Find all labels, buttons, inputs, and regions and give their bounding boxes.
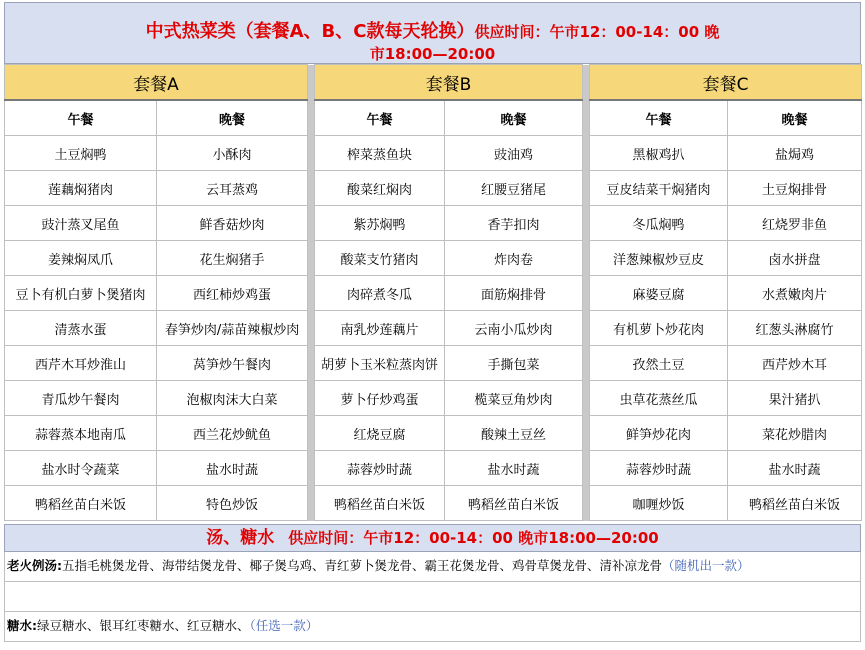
column-gap bbox=[308, 416, 315, 451]
dish-cell-lunch: 虫草花蒸丝瓜 bbox=[590, 381, 728, 416]
dish-cell-lunch: 胡萝卜玉米粒蒸肉饼 bbox=[315, 346, 445, 381]
dish-cell-lunch: 西芹木耳炒淮山 bbox=[5, 346, 157, 381]
dish-cell-dinner: 小酥肉 bbox=[157, 136, 308, 171]
table-row bbox=[5, 206, 862, 241]
dish-cell-dinner: 炸肉卷 bbox=[445, 241, 583, 276]
column-gap bbox=[583, 311, 590, 346]
dish-cell-lunch: 南乳炒莲藕片 bbox=[315, 311, 445, 346]
table-row bbox=[5, 381, 862, 416]
soup-note: （随机出一款） bbox=[662, 558, 750, 573]
column-gap bbox=[583, 486, 590, 521]
page-title: 中式热菜类（套餐A、B、C款每天轮换） bbox=[145, 21, 475, 42]
soup-line bbox=[4, 552, 861, 582]
set-c-header: 套餐C bbox=[590, 65, 862, 101]
dish-cell-dinner: 豉油鸡 bbox=[445, 136, 583, 171]
dish-cell-lunch: 清蒸水蛋 bbox=[5, 311, 157, 346]
column-gap bbox=[583, 416, 590, 451]
sugar-label: 糖水: bbox=[7, 618, 37, 633]
column-gap bbox=[308, 136, 315, 171]
set-a-dinner-header: 晚餐 bbox=[157, 100, 308, 136]
dish-cell-lunch: 豆卜有机白萝卜煲猪肉 bbox=[5, 276, 157, 311]
blank-row bbox=[4, 582, 861, 612]
dish-cell-dinner: 盐水时蔬 bbox=[157, 451, 308, 486]
column-gap bbox=[583, 206, 590, 241]
meal-header-row bbox=[5, 100, 862, 136]
sugar-line bbox=[4, 612, 861, 642]
column-gap bbox=[308, 486, 315, 521]
set-c-lunch-header: 午餐 bbox=[590, 100, 728, 136]
column-gap bbox=[308, 241, 315, 276]
column-gap bbox=[308, 381, 315, 416]
dish-cell-lunch: 青瓜炒午餐肉 bbox=[5, 381, 157, 416]
column-gap bbox=[583, 381, 590, 416]
table-row bbox=[5, 416, 862, 451]
dish-cell-dinner: 西红柿炒鸡蛋 bbox=[157, 276, 308, 311]
dish-cell-dinner: 红腰豆猪尾 bbox=[445, 171, 583, 206]
set-menu-table bbox=[4, 64, 862, 521]
dish-cell-dinner: 盐水时蔬 bbox=[445, 451, 583, 486]
column-gap bbox=[583, 171, 590, 206]
table-row bbox=[5, 451, 862, 486]
dish-cell-dinner: 云南小瓜炒肉 bbox=[445, 311, 583, 346]
dish-cell-lunch: 肉碎煮冬瓜 bbox=[315, 276, 445, 311]
soup-title-band bbox=[4, 524, 861, 552]
column-gap bbox=[308, 346, 315, 381]
column-gap bbox=[583, 241, 590, 276]
soup-label: 老火例汤: bbox=[7, 558, 62, 573]
soup-section-title: 汤、糖水 bbox=[206, 528, 275, 548]
dish-cell-lunch: 榨菜蒸鱼块 bbox=[315, 136, 445, 171]
dish-cell-dinner: 盐水时蔬 bbox=[728, 451, 862, 486]
column-gap bbox=[583, 65, 590, 101]
dish-cell-dinner: 盐焗鸡 bbox=[728, 136, 862, 171]
dish-cell-lunch: 紫苏焖鸭 bbox=[315, 206, 445, 241]
column-gap bbox=[308, 65, 315, 101]
dish-cell-dinner: 面筋焖排骨 bbox=[445, 276, 583, 311]
table-row bbox=[5, 136, 862, 171]
column-gap bbox=[583, 136, 590, 171]
dish-cell-dinner: 莴笋炒午餐肉 bbox=[157, 346, 308, 381]
hot-dish-title-band bbox=[4, 2, 861, 64]
set-b-lunch-header: 午餐 bbox=[315, 100, 445, 136]
dish-cell-lunch: 有机萝卜炒花肉 bbox=[590, 311, 728, 346]
dish-cell-dinner: 云耳蒸鸡 bbox=[157, 171, 308, 206]
dish-cell-lunch: 鲜笋炒花肉 bbox=[590, 416, 728, 451]
dish-cell-dinner: 香芋扣肉 bbox=[445, 206, 583, 241]
dish-cell-lunch: 蒜蓉炒时蔬 bbox=[590, 451, 728, 486]
dish-cell-dinner: 特色炒饭 bbox=[157, 486, 308, 521]
dish-cell-dinner: 春笋炒肉/蒜苗辣椒炒肉 bbox=[157, 311, 308, 346]
title-time-suffix: 市18:00—20:00 bbox=[369, 45, 496, 63]
dish-cell-lunch: 盐水时令蔬菜 bbox=[5, 451, 157, 486]
dish-cell-lunch: 孜然土豆 bbox=[590, 346, 728, 381]
column-gap bbox=[308, 206, 315, 241]
dish-cell-dinner: 酸辣土豆丝 bbox=[445, 416, 583, 451]
sugar-items: 绿豆糖水、银耳红枣糖水、红豆糖水、 bbox=[37, 618, 250, 633]
soup-time: 供应时间：午市12：00-14：00 晚市18:00—20:00 bbox=[288, 529, 659, 547]
dish-cell-lunch: 咖喱炒饭 bbox=[590, 486, 728, 521]
title-line-1 bbox=[5, 17, 860, 43]
dish-cell-lunch: 洋葱辣椒炒豆皮 bbox=[590, 241, 728, 276]
table-row bbox=[5, 171, 862, 206]
column-gap bbox=[308, 171, 315, 206]
dish-cell-dinner: 泡椒肉沫大白菜 bbox=[157, 381, 308, 416]
table-row bbox=[5, 486, 862, 521]
set-a-header: 套餐A bbox=[5, 65, 308, 101]
table-row bbox=[5, 276, 862, 311]
column-gap bbox=[583, 276, 590, 311]
dish-cell-dinner: 鲜香菇炒肉 bbox=[157, 206, 308, 241]
dish-cell-lunch: 酸菜支竹猪肉 bbox=[315, 241, 445, 276]
dish-cell-dinner: 鸭稻丝苗白米饭 bbox=[728, 486, 862, 521]
set-header-row bbox=[5, 65, 862, 101]
dish-cell-lunch: 豆皮结菜干焖猪肉 bbox=[590, 171, 728, 206]
dish-cell-lunch: 红烧豆腐 bbox=[315, 416, 445, 451]
dish-cell-lunch: 萝卜仔炒鸡蛋 bbox=[315, 381, 445, 416]
dish-cell-lunch: 酸菜红焖肉 bbox=[315, 171, 445, 206]
dish-cell-lunch: 麻婆豆腐 bbox=[590, 276, 728, 311]
dish-cell-lunch: 姜辣焖凤爪 bbox=[5, 241, 157, 276]
dish-cell-lunch: 鸭稻丝苗白米饭 bbox=[5, 486, 157, 521]
dish-cell-dinner: 西兰花炒鱿鱼 bbox=[157, 416, 308, 451]
dish-cell-dinner: 菜花炒腊肉 bbox=[728, 416, 862, 451]
set-b-dinner-header: 晚餐 bbox=[445, 100, 583, 136]
sugar-note: （任选一款） bbox=[249, 618, 319, 633]
table-row bbox=[5, 311, 862, 346]
dish-cell-lunch: 蒜蓉炒时蔬 bbox=[315, 451, 445, 486]
soup-items: 五指毛桃煲龙骨、海带结煲龙骨、椰子煲乌鸡、青红萝卜煲龙骨、霸王花煲龙骨、鸡骨草煲龙骨、清补凉龙骨 bbox=[62, 558, 663, 573]
dish-cell-dinner: 手撕包菜 bbox=[445, 346, 583, 381]
dish-cell-dinner: 花生焖猪手 bbox=[157, 241, 308, 276]
column-gap bbox=[583, 346, 590, 381]
column-gap bbox=[308, 276, 315, 311]
dish-cell-lunch: 土豆焖鸭 bbox=[5, 136, 157, 171]
dish-cell-dinner: 水煮嫩肉片 bbox=[728, 276, 862, 311]
column-gap bbox=[583, 100, 590, 136]
dish-cell-lunch: 豉汁蒸叉尾鱼 bbox=[5, 206, 157, 241]
column-gap bbox=[308, 100, 315, 136]
dish-cell-dinner: 西芹炒木耳 bbox=[728, 346, 862, 381]
table-row bbox=[5, 346, 862, 381]
dish-cell-dinner: 土豆焖排骨 bbox=[728, 171, 862, 206]
dish-cell-dinner: 红葱头淋腐竹 bbox=[728, 311, 862, 346]
column-gap bbox=[308, 311, 315, 346]
column-gap bbox=[583, 451, 590, 486]
set-c-dinner-header: 晚餐 bbox=[728, 100, 862, 136]
dish-cell-lunch: 黑椒鸡扒 bbox=[590, 136, 728, 171]
title-time-prefix: 供应时间：午市12：00-14：00 晚 bbox=[474, 23, 720, 41]
dish-cell-dinner: 鸭稻丝苗白米饭 bbox=[445, 486, 583, 521]
dish-cell-dinner: 卤水拼盘 bbox=[728, 241, 862, 276]
set-a-lunch-header: 午餐 bbox=[5, 100, 157, 136]
dish-cell-lunch: 莲藕焖猪肉 bbox=[5, 171, 157, 206]
dish-cell-dinner: 果汁猪扒 bbox=[728, 381, 862, 416]
dish-cell-dinner: 榄菜豆角炒肉 bbox=[445, 381, 583, 416]
dish-cell-lunch: 鸭稻丝苗白米饭 bbox=[315, 486, 445, 521]
set-b-header: 套餐B bbox=[315, 65, 583, 101]
dish-cell-dinner: 红烧罗非鱼 bbox=[728, 206, 862, 241]
dish-cell-lunch: 冬瓜焖鸭 bbox=[590, 206, 728, 241]
dish-cell-lunch: 蒜蓉蒸本地南瓜 bbox=[5, 416, 157, 451]
table-row bbox=[5, 241, 862, 276]
column-gap bbox=[308, 451, 315, 486]
